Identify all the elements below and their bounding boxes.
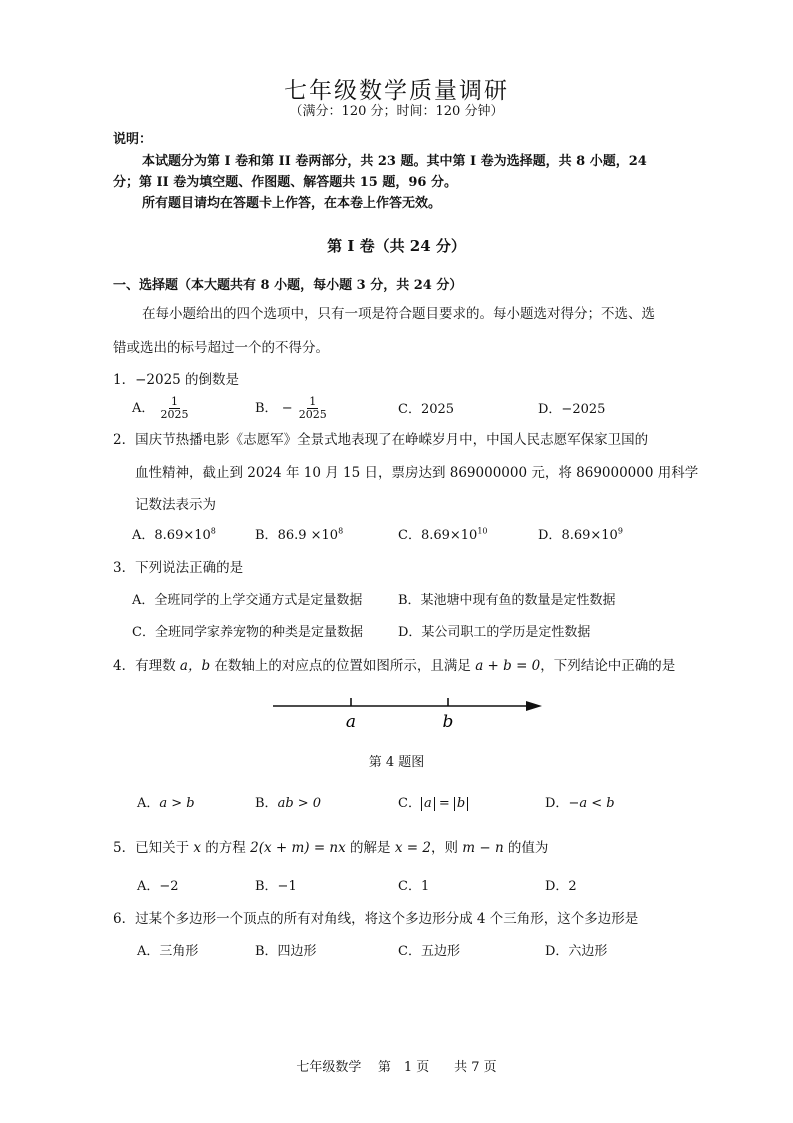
- q2-c-base: 8.69×10: [420, 528, 478, 543]
- q2-b-exponent: 8: [338, 526, 344, 536]
- number-line-figure: [260, 690, 550, 735]
- q4-c-label: C．: [398, 796, 421, 811]
- q2-option-c: [398, 524, 488, 543]
- q4-option-c: [398, 792, 468, 811]
- q5-option-b: B．−1: [255, 879, 297, 894]
- q1-b-denominator: 2025: [298, 408, 327, 421]
- footer-total-pages: 共 7 页: [454, 1060, 497, 1075]
- page-subtitle: （满分：120 分；时间：120 分钟）: [289, 104, 504, 119]
- q2-option-b: [255, 524, 343, 543]
- q1-a-denominator: 2025: [160, 408, 189, 421]
- number-line-arrow: [526, 701, 542, 711]
- section-title: 第 I 卷（共 24 分）: [327, 237, 466, 255]
- notes-line-3: 所有题目请均在答题卡上作答，在本卷上作答无效。: [142, 196, 442, 211]
- q3-option-d: D．某公司职工的学历是定性数据: [398, 625, 591, 640]
- q5-stem-mid3: ，则: [430, 840, 463, 856]
- q2-a-label: A．: [132, 528, 155, 543]
- notes-line-2: 分；第 II 卷为填空题、作图题、解答题共 15 题，96 分。: [113, 175, 457, 190]
- q2-a-base: 8.69×10: [154, 528, 211, 543]
- point-label-b: b: [442, 712, 454, 732]
- q2-d-label: D．: [538, 528, 562, 543]
- q4-option-a: [137, 792, 195, 811]
- q4-stem-equation: a + b = 0: [475, 658, 541, 674]
- q2-option-d: [538, 524, 623, 543]
- part-heading: 一、选择题（本大题共有 8 小题，每小题 3 分，共 24 分）: [113, 278, 463, 293]
- q1-stem: 1．−2025 的倒数是: [113, 372, 240, 388]
- q1-b-fraction: [297, 396, 329, 421]
- q5-option-a: A．−2: [137, 879, 179, 894]
- q4-stem-ab: a，b: [179, 658, 211, 674]
- q2-line-3: 记数法表示为: [135, 497, 216, 513]
- q2-c-exponent: 10: [477, 526, 488, 536]
- notes-line-1: 本试题分为第 I 卷和第 II 卷两部分，共 23 题。其中第 I 卷为选择题，共 8 小题，24: [142, 154, 647, 169]
- q1-b-label: B．: [255, 401, 278, 416]
- q2-line-2: 血性精神，截止到 2024 年 10 月 15 日，票房达到 869000000 元，将 869000000 用科学: [135, 465, 699, 481]
- q4-option-d: [545, 792, 615, 811]
- q2-line-1: 2．国庆节热播电影《志愿军》全景式地表现了在峥嵘岁月中，中国人民志愿军保家卫国的: [113, 432, 649, 448]
- q4-c-equals: =: [434, 796, 454, 811]
- q2-b-label: B．: [255, 528, 278, 543]
- q5-stem-solution: x = 2: [394, 840, 431, 856]
- q3-option-b: B．某池塘中现有鱼的数量是定性数据: [398, 593, 616, 608]
- q5-stem-pre: 5．已知关于: [113, 840, 194, 856]
- q6-option-b: B．四边形: [255, 944, 317, 959]
- q6-option-a: A．三角形: [137, 944, 199, 959]
- q2-d-exponent: 9: [617, 526, 623, 536]
- q4-c-right: b: [454, 797, 468, 811]
- q1-b-numerator: 1: [309, 395, 317, 408]
- q4-a-label: A．: [137, 796, 160, 811]
- q5-stem-mid: 的方程: [201, 840, 251, 856]
- footer-subject: 七年级数学: [296, 1060, 362, 1075]
- q1-option-a: [132, 396, 191, 421]
- q2-option-a: [132, 524, 216, 543]
- q3-option-a: A．全班同学的上学交通方式是定量数据: [132, 593, 363, 608]
- q4-d-expr: −a < b: [568, 796, 615, 811]
- q6-option-c: C．五边形: [398, 944, 460, 959]
- q2-c-label: C．: [398, 528, 421, 543]
- q4-option-b: [255, 792, 321, 811]
- q4-b-expr: ab > 0: [277, 796, 322, 811]
- q2-b-base: 86.9 ×10: [277, 528, 339, 543]
- point-label-a: a: [345, 712, 357, 732]
- q5-stem-x: x: [193, 840, 202, 856]
- q1-b-sign: −: [281, 401, 293, 416]
- q4-c-left: a: [421, 797, 435, 811]
- q2-a-exponent: 8: [210, 526, 216, 536]
- q4-stem: [113, 654, 675, 674]
- q5-stem-expression: m − n: [462, 840, 504, 856]
- q4-stem-post: ，下列结论中正确的是: [540, 658, 676, 674]
- footer-page-number: 第 1 页: [377, 1060, 430, 1075]
- q2-d-base: 8.69×10: [561, 528, 618, 543]
- q1-option-c: C．2025: [398, 402, 455, 417]
- q3-option-c: C．全班同学家养宠物的种类是定量数据: [132, 625, 363, 640]
- q5-stem-mid2: 的解是: [345, 840, 395, 856]
- q6-option-d: D．六边形: [545, 944, 608, 959]
- q1-a-label: A．: [132, 401, 155, 416]
- q5-option-c: C．1: [398, 879, 430, 894]
- q4-stem-pre: 4．有理数: [113, 658, 180, 674]
- instructions-line-2: 错或选出的标号超过一个的不得分。: [113, 340, 329, 356]
- q1-a-fraction: [159, 396, 191, 421]
- q4-a-expr: a > b: [159, 796, 195, 811]
- page-title: 七年级数学质量调研: [284, 78, 509, 104]
- page-footer: [0, 1056, 793, 1075]
- q1-option-d: D．−2025: [538, 402, 606, 417]
- q4-figure-caption: 第 4 题图: [368, 755, 425, 770]
- q4-d-label: D．: [545, 796, 569, 811]
- notes-heading: 说明：: [113, 132, 153, 147]
- q5-stem-post: 的值为: [503, 840, 549, 856]
- q5-option-d: D．2: [545, 879, 577, 894]
- q3-stem: 3．下列说法正确的是: [113, 560, 244, 576]
- q4-b-label: B．: [255, 796, 278, 811]
- q5-stem: [113, 836, 548, 856]
- q1-a-numerator: 1: [171, 395, 179, 408]
- q4-stem-mid: 在数轴上的对应点的位置如图所示，且满足: [210, 658, 476, 674]
- q1-option-b: [255, 396, 329, 421]
- q6-stem: 6．过某个多边形一个顶点的所有对角线，将这个多边形分成 4 个三角形，这个多边形是: [113, 911, 639, 927]
- instructions-line-1: 在每小题给出的四个选项中，只有一项是符合题目要求的。每小题选对得分；不选、选: [142, 306, 655, 322]
- q5-stem-equation: 2(x + m) = nx: [250, 840, 346, 856]
